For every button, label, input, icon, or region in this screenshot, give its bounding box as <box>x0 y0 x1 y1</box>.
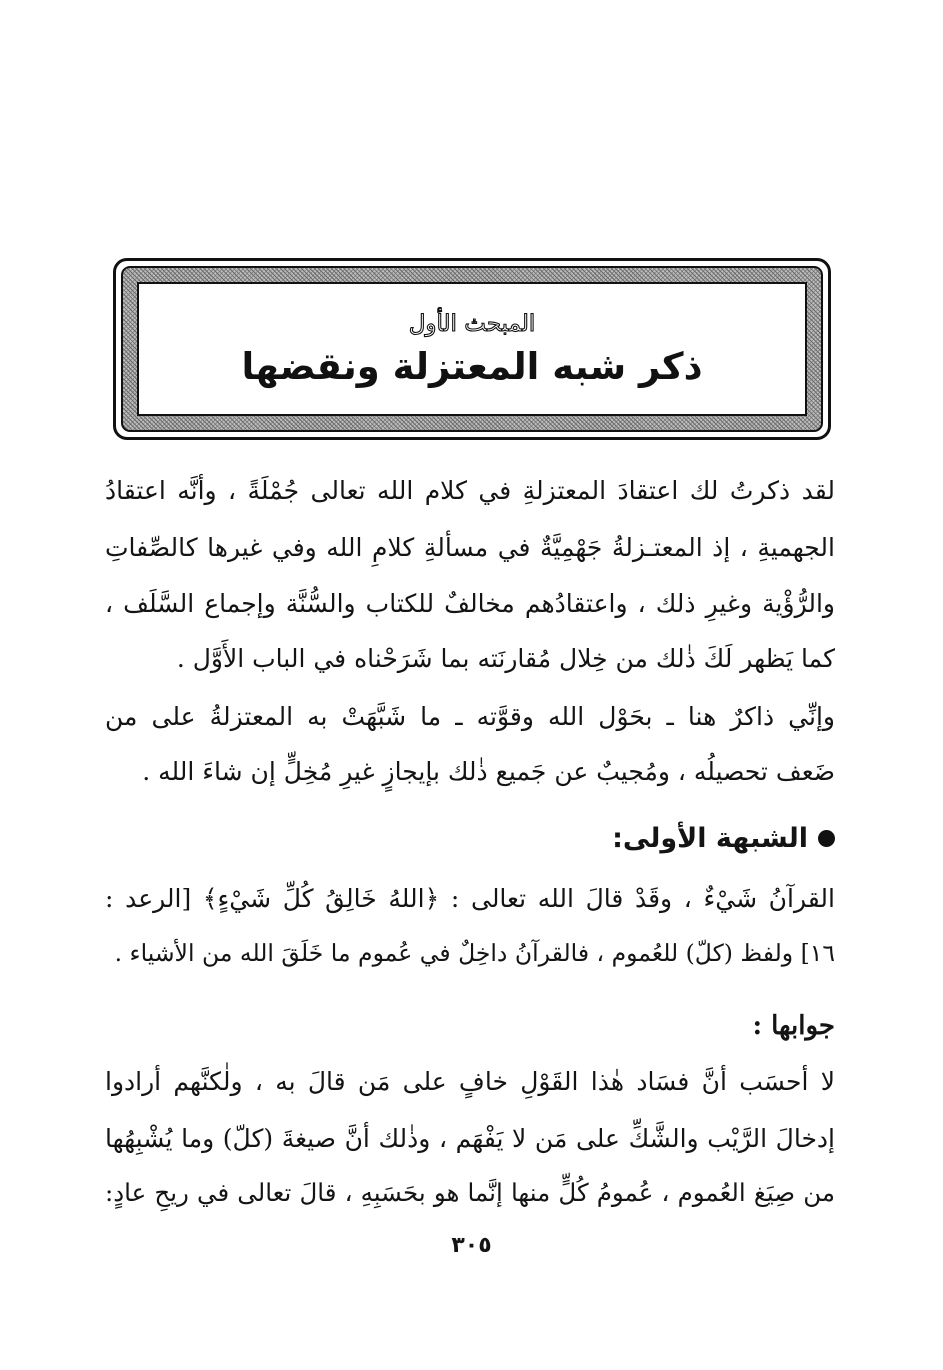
paragraph-line: إدخالَ الرَّيْب والشَّكِّ على مَن لا يَفْهَم ، وذٰلك أنَّ صيغةَ (كلّ) وما يُشْبِهُها <box>105 1124 835 1153</box>
paragraph-line: لقد ذكرتُ لك اعتقادَ المعتزلةِ في كلام الله تعالى جُمْلَةً ، وأنَّه اعتقادُ <box>105 476 835 505</box>
paragraph-line: الجهميةِ ، إذ المعتـزلةُ جَهْمِيَّةٌ في مسألةِ كلامِ الله وفي غيرها كالصِّفاتِ <box>105 533 835 562</box>
paragraph-line: وإنِّي ذاكرٌ هنا ـ بحَوْل الله وقوَّته ـ ما شَبَّهَتْ به المعتزلةُ على من <box>105 702 835 731</box>
bullet-icon <box>818 830 835 847</box>
section-title: ذكر شبه المعتزلة ونقضها <box>241 345 703 388</box>
section-label: المبحث الأول <box>408 311 536 337</box>
paragraph-line: ١٦] ولفظ (كلّ) للعُموم ، فالقرآنُ داخِلٌ في عُموم ما خَلَقَ الله من الأشياء . <box>114 939 835 967</box>
paragraph-line: ضَعف تحصيلُه ، ومُجيبٌ عن جَميع ذٰلك بإيجازٍ غيرِ مُخِلٍّ إن شاءَ الله . <box>142 757 835 786</box>
decorative-border <box>121 266 823 432</box>
paragraph-line: والرُّؤْية وغيرِ ذلك ، واعتقادُهم مخالفٌ للكتاب والسُّنَّة وإجماع السَّلَف ، <box>105 589 835 618</box>
title-panel <box>137 282 807 416</box>
answer-heading: جوابها : <box>752 1011 835 1041</box>
paragraph-line: القرآنُ شَيْءٌ ، وقَدْ قالَ الله تعالى : ﴿اللهُ خَالِقُ كُلِّ شَيْءٍ﴾ [الرعد : <box>105 884 835 913</box>
first-doubt-heading-text: الشبهة الأولى: <box>612 823 808 854</box>
page-number: ٣٠٥ <box>451 1233 492 1258</box>
paragraph-line: من صِيَغ العُموم ، عُمومُ كُلٍّ منها إنَّما هو بحَسَبِهِ ، قالَ تعالى في ريحِ عادٍ: <box>105 1178 835 1207</box>
section-title-frame <box>113 258 831 440</box>
first-doubt-heading <box>105 825 835 852</box>
paragraph-line: لا أحسَب أنَّ فسَاد هٰذا القَوْلِ خافٍ على مَن قالَ به ، ولٰكنَّهم أرادوا <box>105 1067 835 1096</box>
paragraph-line: كما يَظهر لَكَ ذٰلك من خِلال مُقارنَته بما شَرَحْناه في الباب الأَوَّل . <box>176 644 835 673</box>
